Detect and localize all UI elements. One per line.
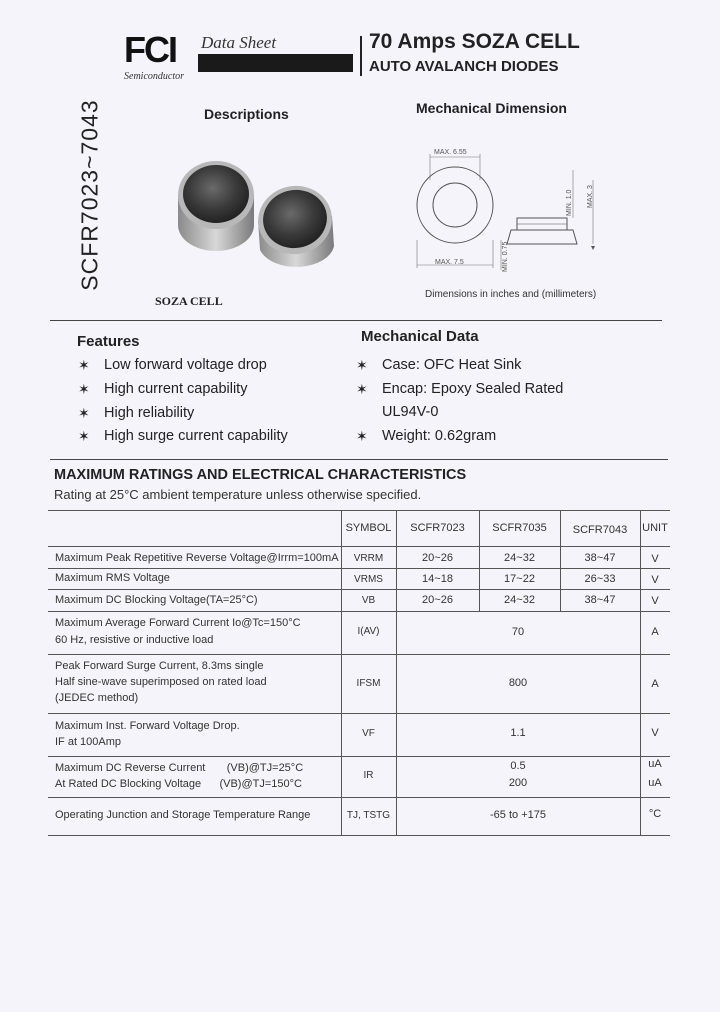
table-cell-param: Peak Forward Surge Current, 8.3ms single <box>55 660 264 672</box>
descriptions-heading: Descriptions <box>204 106 289 122</box>
table-cell-unit: uA <box>648 758 662 770</box>
dim-min-10: MIN. 1.0 <box>566 189 573 216</box>
table-cell-symbol: VRRM <box>353 553 384 564</box>
mechanical-data-heading: Mechanical Data <box>361 328 479 345</box>
table-cell-param: Half sine-wave superimposed on rated load <box>55 676 267 688</box>
table-cell-param: Maximum Average Forward Current Io@Tc=150°C <box>55 617 301 629</box>
table-cell-unit: V <box>651 595 659 607</box>
ratings-table <box>48 510 670 836</box>
table-cell-value: 24~32 <box>504 552 535 564</box>
page-title: 70 Amps SOZA CELL <box>369 30 580 53</box>
table-cell-value: 24~32 <box>504 594 535 606</box>
table-cell-param: IF at 100Amp <box>55 736 122 748</box>
company-logo: FCI <box>124 29 176 70</box>
dim-max-right: MAX. 3 <box>587 185 594 208</box>
table-cell-value: 200 <box>508 777 528 789</box>
doc-label: Data Sheet <box>201 33 277 52</box>
table-cell-value: 14~18 <box>422 573 453 585</box>
dim-max-655: MAX. 6.55 <box>434 149 467 156</box>
features-list: ✶ Low forward voltage drop ✶ High current capability ✶ High reliability ✶ High surge current capability <box>78 357 288 444</box>
table-cell-value: 17~22 <box>504 573 535 585</box>
table-cell-unit: A <box>651 678 659 690</box>
features-heading: Features <box>77 333 140 350</box>
col-header-unit: UNIT <box>642 522 668 534</box>
table-cell-unit: uA <box>648 777 662 789</box>
table-cell-symbol: TJ, TSTG <box>346 810 391 821</box>
table-cell-symbol: IR <box>363 770 374 781</box>
col-header-symbol: SYMBOL <box>345 522 392 534</box>
table-cell-unit: V <box>651 574 659 586</box>
photo-caption: SOZA CELL <box>155 294 223 308</box>
table-cell-symbol: IFSM <box>356 678 381 689</box>
section-divider <box>50 320 662 321</box>
col-header-scfr7035: SCFR7035 <box>492 522 547 534</box>
table-cell-value: 0.5 <box>510 760 526 772</box>
table-cell-unit: A <box>651 626 659 638</box>
table-cell-value: 20~26 <box>422 594 453 606</box>
table-cell-param: 60 Hz, resistive or inductive load <box>55 634 214 646</box>
table-cell-symbol: VF <box>362 728 375 739</box>
table-cell-symbol: I(AV) <box>357 626 380 637</box>
part-range-vertical: SCFR7023~7043 <box>76 99 103 291</box>
table-cell-param: Maximum Peak Repetitive Reverse Voltage@Irrm=100mA <box>55 552 339 564</box>
table-cell-param: (JEDEC method) <box>55 692 139 704</box>
dimension-note: Dimensions in inches and (millimeters) <box>425 289 597 300</box>
table-cell-param: Maximum RMS Voltage <box>55 572 170 584</box>
table-cell-value: 70 <box>511 626 525 638</box>
table-cell-value: 20~26 <box>422 552 453 564</box>
col-header-scfr7023: SCFR7023 <box>410 522 465 534</box>
dim-max-75: MAX. 7.5 <box>435 259 464 266</box>
logo-subtitle: Semiconductor <box>124 71 184 82</box>
table-cell-unit: °C <box>648 808 662 820</box>
col-header-scfr7043: SCFR7043 <box>572 524 628 536</box>
table-cell-value: 38~47 <box>584 552 616 564</box>
table-cell-value: 38~47 <box>584 594 616 606</box>
dim-min-075: MIN. 0.75 <box>502 241 509 272</box>
table-cell-symbol: VB <box>361 595 376 606</box>
table-cell-param: Maximum DC Reverse Current (VB)@TJ=25°C <box>55 762 304 774</box>
table-cell-unit: V <box>651 553 659 565</box>
section-divider <box>50 459 668 460</box>
soza-cell-photo <box>170 150 350 290</box>
header-bar <box>198 54 353 72</box>
table-cell-unit: V <box>651 727 659 739</box>
table-cell-value: 26~33 <box>584 573 616 585</box>
mechanical-data-list: ✶ Case: OFC Heat Sink ✶ Encap: Epoxy Sealed Rated UL94V-0 ✶ Weight: 0.62gram <box>356 357 564 444</box>
mechanical-drawing <box>405 140 615 285</box>
page-subtitle: AUTO AVALANCH DIODES <box>369 58 559 75</box>
table-cell-param: At Rated DC Blocking Voltage (VB)@TJ=150°C <box>55 778 302 790</box>
table-cell-value: 800 <box>508 677 528 689</box>
table-cell-param: Maximum DC Blocking Voltage(TA=25°C) <box>55 594 258 606</box>
table-cell-param: Operating Junction and Storage Temperature Range <box>55 809 311 821</box>
header-divider <box>360 36 362 76</box>
ratings-heading: MAXIMUM RATINGS AND ELECTRICAL CHARACTERISTICS <box>54 467 467 483</box>
table-cell-param: Maximum Inst. Forward Voltage Drop. <box>55 720 240 732</box>
table-cell-symbol: VRMS <box>354 574 383 585</box>
ratings-subheading: Rating at 25°C ambient temperature unless otherwise specified. <box>54 487 422 502</box>
table-cell-value: -65 to +175 <box>490 809 546 821</box>
mechanical-dimension-heading: Mechanical Dimension <box>416 100 567 116</box>
table-cell-value: 1.1 <box>510 727 526 739</box>
